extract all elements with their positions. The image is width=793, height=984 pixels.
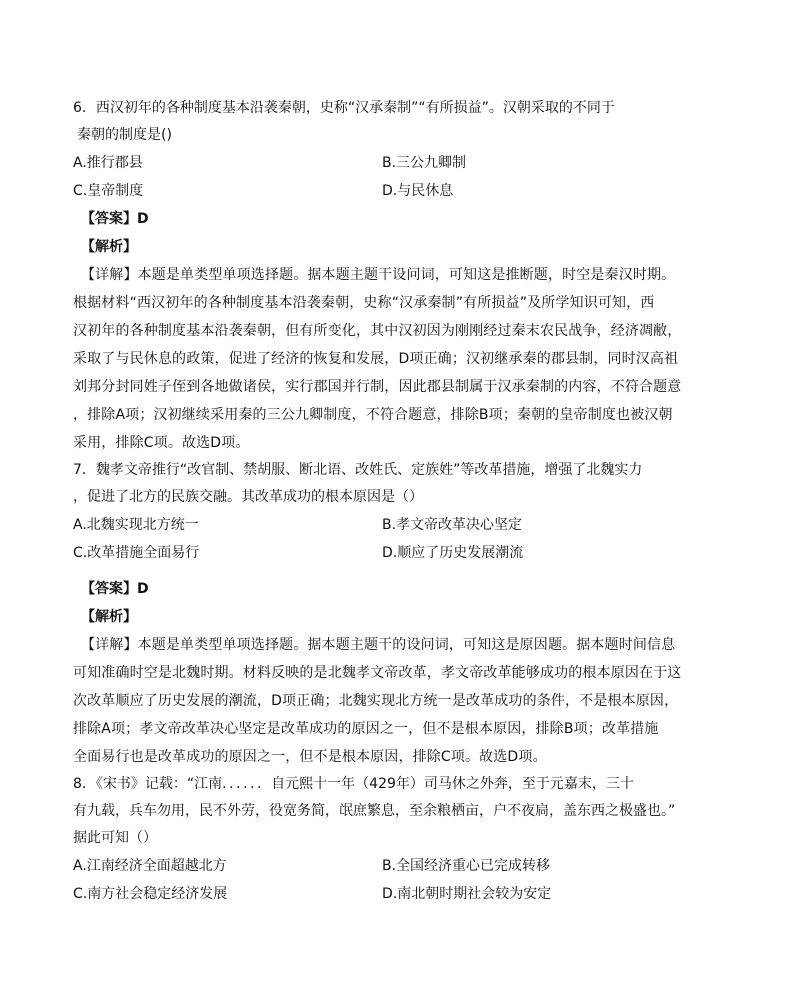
answer-line [73,575,733,603]
question-stem-line: 有九载，兵车勿用，民不外劳，役宽务简，氓庶繁息，至余粮栖亩，户不夜扃，盖东西之极盛也。” [73,803,676,819]
question-stem-line: 据此可知（） [73,830,157,846]
detail-line: 根据材料“西汉初年的各种制度基本沿袭秦朝，史称“汉承秦制”有所损益”及所学知识可知，西 [73,295,655,311]
options-grid [73,511,733,567]
option-c: C.皇帝制度 [73,183,144,199]
options-grid [73,852,733,908]
analysis-label-text: 【解析】 [81,239,137,255]
option-b: B.全国经济重心已完成转移 [382,858,551,874]
question-stem-line: ，促进了北方的民族交融。其改革成功的根本原因是（） [73,489,423,505]
option-d: D.与民休息 [382,183,454,199]
option-a: A.推行郡县 [73,155,143,171]
option-c: C.改革措施全面易行 [73,545,200,561]
option-d: D.南北朝时期社会较为安定 [382,886,552,902]
detail-line: 全面易行也是改革成功的原因之一，但不是根本原因，排除C项。故选D项。 [73,749,547,765]
question-stem-line: 6．西汉初年的各种制度基本沿袭秦朝，史称“汉承秦制”“有所损益”。汉朝采取的不同于 [73,100,615,116]
question-stem-line: 7．魏孝文帝推行“改官制、禁胡服、断北语、改姓氏、定族姓”等改革措施，增强了北魏实力 [73,462,643,478]
detail-line: 【详解】本题是单类型单项选择题。据本题主题干设问词，可知这是推断题，时空是秦汉时期。 [81,267,676,283]
detail-line: 汉初年的各种制度基本沿袭秦朝，但有所变化，其中汉初因为刚刚经过秦末农民战争，经济凋敝， [73,323,682,339]
analysis-label-text: 【解析】 [81,609,137,625]
answer-label: 【答案】 [81,211,137,227]
answer-value: D [137,211,149,227]
detail-line: 排除A项；孝文帝改革决心坚定是改革成功的原因之一，但不是根本原因，排除B项；改革措施 [73,721,659,737]
detail-paragraph [73,261,733,457]
detail-line: 次改革顺应了历史发展的潮流，D项正确；北魏实现北方统一是改革成功的条件，不是根本原因， [73,693,679,709]
options-grid [73,149,733,205]
answer-value: D [137,581,149,597]
answer-label: 【答案】 [81,581,137,597]
detail-line: 刘邦分封同姓子侄到各地做诸侯，实行郡国并行制，因此郡县制属于汉承秦制的内容，不符合题意 [73,379,682,395]
detail-paragraph [73,631,733,771]
question-stem-line: 8．《宋书》记载：“江南．．．．．．自元熙十一年（429年）司马休之外奔，至于元嘉末，三十 [73,776,634,792]
option-a: A.江南经济全面超越北方 [73,858,227,874]
detail-line: 采取了与民休息的政策，促进了经济的恢复和发展，D项正确；汉初继承秦的郡县制，同时汉高祖 [73,351,679,367]
answer-line [73,205,733,233]
question-7 [73,457,733,771]
option-a: A.北魏实现北方统一 [73,517,199,533]
option-b: B.孝文帝改革决心坚定 [382,517,523,533]
detail-line: 【详解】本题是单类型单项选择题。据本题主题干的设问词，可知这是原因题。据本题时间信息 [81,637,676,653]
analysis-label [73,603,733,631]
question-stem-line: 秦朝的制度是() [77,127,172,143]
question-6 [73,95,733,457]
option-b: B.三公九卿制 [382,155,467,171]
option-c: C.南方社会稳定经济发展 [73,886,228,902]
detail-line: 可知准确时空是北魏时期。材料反映的是北魏孝文帝改革，孝文帝改革能够成功的根本原因在于这 [73,665,682,681]
detail-line: ，排除A项；汉初继续采用秦的三公九卿制度，不符合题意，排除B项；秦朝的皇帝制度也被汉朝 [73,407,673,423]
question-8 [73,771,733,908]
option-d: D.顺应了历史发展潮流 [382,545,524,561]
detail-line: 采用，排除C项。故选D项。 [73,435,250,451]
analysis-label [73,233,733,261]
